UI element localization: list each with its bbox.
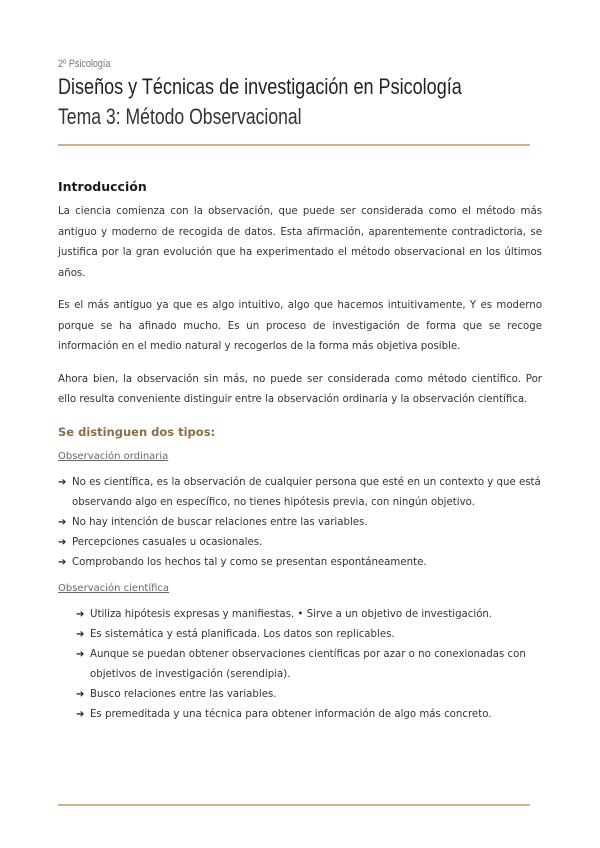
footer-divider xyxy=(58,804,530,806)
document-body xyxy=(58,178,542,731)
arrow-right-icon: ➔ xyxy=(76,648,85,660)
document-title: Diseños y Técnicas de investigación en Psicología xyxy=(58,74,462,99)
list-item-text: Utiliza hipótesis expresas y manifiestas. • Sirve a un objetivo de investigación. xyxy=(90,608,493,620)
list-item xyxy=(76,685,542,705)
ordinary-observation-heading: Observación ordinaria xyxy=(58,450,169,462)
list-item-text: Percepciones casuales u ocasionales. xyxy=(72,536,263,548)
intro-paragraph: La ciencia comienza con la observación, que puede ser considerada como el método más antiguo y moderno de recogida de datos. Esta afirmación, aparentemente contradictoria, se justifica por la gran evolución que ha experimentado el método observacional en los últimos años. xyxy=(58,206,542,279)
list-item-text: No es científica, es la observación de cualquier persona que esté en un contexto y que está observando algo en específico, no tienes hipótesis previa, con ningún objetivo. xyxy=(72,476,541,508)
intro-heading: Introducción xyxy=(58,179,147,194)
header-divider xyxy=(58,144,530,146)
ordinary-observation-list xyxy=(58,473,542,573)
arrow-right-icon: ➔ xyxy=(76,688,85,700)
list-item xyxy=(76,625,542,645)
list-item xyxy=(76,705,542,725)
arrow-right-icon: ➔ xyxy=(76,628,85,640)
arrow-right-icon: ➔ xyxy=(58,476,67,488)
list-item-text: Es sistemática y está planificada. Los datos son replicables. xyxy=(90,628,395,640)
scientific-observation-heading: Observación científica xyxy=(58,582,170,594)
arrow-right-icon: ➔ xyxy=(58,556,67,568)
list-item xyxy=(58,533,542,553)
list-item-text: Aunque se puedan obtener observaciones científicas por azar o no conexionadas con objetivos de investigación (serendipia). xyxy=(90,648,526,680)
arrow-right-icon: ➔ xyxy=(76,608,85,620)
scientific-observation-list xyxy=(76,605,542,725)
intro-paragraph: Es el más antiguo ya que es algo intuitivo, algo que hacemos intuitivamente, Y es moderno porque se ha afinado mucho. Es un proceso de investigación de forma que se recoge información en el medio natural y recogerlos de la forma más objetiva posible. xyxy=(58,300,542,352)
list-item xyxy=(58,513,542,533)
intro-paragraph: Ahora bien, la observación sin más, no puede ser considerada como método científico. Por ello resulta conveniente distinguir entre la observación ordinaria y la observación científica. xyxy=(58,373,542,405)
list-item xyxy=(76,605,542,625)
document-subtitle: Tema 3: Método Observacional xyxy=(58,104,302,129)
list-item-text: Busco relaciones entre las variables. xyxy=(90,688,277,700)
list-item xyxy=(76,645,542,685)
course-label: 2º Psicología xyxy=(58,58,111,70)
arrow-right-icon: ➔ xyxy=(58,536,67,548)
arrow-right-icon: ➔ xyxy=(58,516,67,528)
list-item-text: Comprobando los hechos tal y como se presentan espontáneamente. xyxy=(72,556,427,568)
list-item-text: Es premeditada y una técnica para obtener información de algo más concreto. xyxy=(90,708,492,720)
list-item xyxy=(58,553,542,573)
list-item xyxy=(58,473,542,513)
list-item-text: No hay intención de buscar relaciones entre las variables. xyxy=(72,516,368,528)
types-heading: Se distinguen dos tipos: xyxy=(58,424,216,439)
arrow-right-icon: ➔ xyxy=(76,708,85,720)
